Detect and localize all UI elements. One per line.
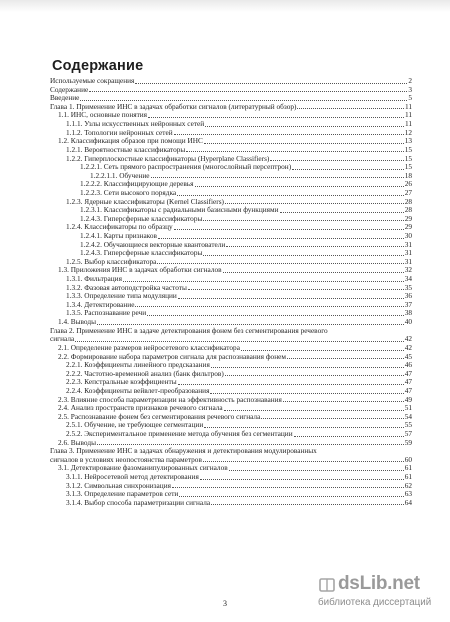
toc-entry-title: 1.2. Классификация образов при помощи ИНС [58,136,203,146]
toc-dot-leader [195,185,404,187]
toc-dot-leader [280,211,404,213]
toc-entry-title: 1.1.1. Узлы искусственных нейронных сетей [66,119,205,129]
book-icon [318,576,336,594]
toc-dot-leader [157,262,403,264]
toc-dot-leader [174,133,404,135]
toc-entry-title: 1.2.5. Выбор классификатора [66,256,157,266]
toc-entry-title: 2.2. Формирование набора параметров сигнала для распознавания фонем [58,351,286,361]
toc-entry-page: 31 [404,256,412,266]
toc-dot-leader [292,168,404,170]
toc-entry-title: 1.3.3. Определение типа модуляции [66,291,177,301]
toc-entry-page: 61 [404,472,412,482]
toc-dot-leader [89,90,407,92]
toc-entry-page: 29 [404,213,412,223]
toc-entry-title: Глава 2. Применение ИНС в задаче детектирования фонем без сегментирования речевого [50,325,328,335]
toc-dot-leader [151,176,404,178]
toc-entry-page: 3 [408,84,412,94]
toc-entry-page: 64 [404,497,412,507]
toc-dot-leader [297,107,404,109]
toc-entry-page: 36 [404,291,412,301]
toc-entry-page: 34 [404,274,412,284]
toc-dot-leader [287,357,404,359]
toc-entry-title: 1.2.4.3. Гиперсферные классификаторы [80,248,203,258]
toc-entry-page: 42 [404,342,412,352]
toc-entry-page: 26 [404,179,412,189]
toc-entry-title: сигнала [50,334,75,344]
toc-entry-title: 1.2.4.2. Обучающиеся векторные квантователи [80,239,226,249]
toc-dot-leader [225,374,404,376]
toc-entry-page: 42 [404,334,412,344]
toc-entry-title: 1.2.3.1. Классификаторы с радиальными базисными функциями [80,205,279,215]
toc-entry-title: 3.1.3. Определение параметров сети [66,489,179,499]
toc-entry[interactable] [50,309,412,318]
toc-entry-page: 13 [404,136,412,146]
toc-dot-leader [174,228,404,230]
toc-entry-title: 2.5. Распознавание фонем без сегментирования речевого сигнала [58,411,261,421]
toc-entry[interactable] [50,77,412,86]
toc-entry-page: 59 [404,437,412,447]
toc-entry-title: 1.3.2. Фазовая автоподстройка частоты [66,282,187,292]
toc-entry-page: 40 [404,317,412,327]
toc-entry-page: 57 [404,429,412,438]
toc-entry-page: 55 [404,420,412,430]
toc-entry-title: 1.3.1. Фильтрация [66,274,122,284]
toc-entry-title: 1.2.2.1. Сеть прямого распространения (многослойный персептрон) [80,162,292,172]
toc-entry-title: 2.2.4. Коэффициенты вейвлет-преобразования [66,385,210,395]
toc-entry-page: 45 [404,351,412,361]
toc-entry[interactable] [50,499,412,508]
toc-entry-page: 32 [404,265,412,275]
toc-entry-title: 2.1. Определение размеров нейросетевого классификатора [58,342,240,352]
toc-entry-page: 46 [404,360,412,370]
toc-entry[interactable] [50,327,412,336]
toc-dot-leader [177,194,404,196]
toc-entry-title: 3.1.4. Выбор способа параметризации сигнала [66,497,211,507]
toc-entry-page: 28 [404,205,412,215]
toc-entry-page: 51 [404,403,412,413]
toc-dot-leader [178,297,404,299]
toc-entry-page: 11 [404,119,412,129]
toc-entry-title: 1.2.4.1. Карты признаков [80,230,157,240]
toc-entry-title: 1.2.1. Вероятностные классификаторы [66,144,186,154]
toc-entry-title: 1.2.2.1.1. Обучение [90,170,150,180]
toc-dot-leader [204,142,404,144]
page-title: Содержание [52,58,144,74]
toc-entry-title: 2.5.2. Экспериментальное применение метода обучения без сегментации [66,429,293,438]
toc-entry[interactable] [50,430,412,439]
toc-entry-title: 1.4. Выводы [58,317,96,327]
toc-entry-page: 61 [404,463,412,473]
toc-dot-leader [224,409,404,411]
toc-dot-leader [270,159,403,161]
toc-entry-page: 2 [408,76,412,86]
toc-entry-title: 3.1. Детектирование фазоманипулированных сигналов [58,463,228,473]
toc-entry-title: 2.5.1. Обучение, не требующее сегментации [66,420,204,430]
toc-entry-page: 37 [404,299,412,309]
toc-entry-title: Глава 1. Применение ИНС в задачах обработки сигналов (литературный обзор) [50,101,297,111]
toc-entry-page: 63 [404,489,412,499]
toc-entry-page: 38 [404,308,412,318]
watermark-caption: библиотека диссертаций [318,597,432,608]
toc-entry-page: 49 [404,394,412,404]
toc-entry-title: Используемые сокращения [50,76,135,86]
toc-entry-title: 1.2.4.3. Гиперсферные классификаторы [80,213,203,223]
toc-entry-title: 1.1.2. Топологии нейронных сетей [66,127,173,137]
toc-dot-leader [261,417,403,419]
toc-dot-leader [172,486,404,488]
toc-dot-leader [211,366,404,368]
toc-entry-title: 1.1. ИНС, основные понятия [58,110,148,120]
page-number: 3 [223,599,227,608]
toc-entry-page: 11 [404,101,412,111]
toc-entry-title: 1.2.2.2. Классифицирующие деревья [80,179,194,189]
scan-top-edge [0,0,450,12]
toc-entry-title: Введение [50,93,80,103]
toc-entry-page: 30 [404,230,412,240]
toc-dot-leader [80,99,407,101]
toc-dot-leader [97,443,404,445]
toc-dot-leader [223,271,404,273]
toc-dot-leader [210,392,403,394]
toc-entry-page: 31 [404,248,412,258]
toc-entry-page: 35 [404,282,412,292]
toc-entry-page: 15 [404,162,412,172]
toc-dot-leader [147,314,404,316]
toc-entry-page: 60 [404,454,412,464]
toc-entry-title: 2.6. Выводы [58,437,96,447]
watermark [318,573,450,613]
watermark-logo: dsLib.net [338,573,420,594]
toc-dot-leader [135,305,403,307]
toc-entry-page: 28 [404,196,412,206]
toc-dot-leader [229,469,404,471]
toc-entry-title: 1.2.2.3. Сети высокого порядка [80,187,177,197]
toc-dot-leader [205,125,404,127]
toc-entry-title: 1.3.4. Детектирование [66,299,135,309]
toc-entry-title: 1.3. Приложения ИНС в задачах обработки сигналов [58,265,222,275]
toc-entry-title: 2.2.3. Кепстральные коэффициенты [66,377,177,387]
toc-entry-page: 5 [408,93,412,103]
toc-dot-leader [283,400,404,402]
toc-entry-title: 2.4. Анализ пространств признаков речевого сигнала [58,403,223,413]
toc-entry-page: 27 [404,187,412,197]
toc-entry-title: Содержание [50,84,89,94]
toc-dot-leader [178,383,404,385]
toc-entry-page: 15 [404,144,412,154]
toc-entry-title: 1.2.2. Гиперплоскостные классификаторы (Hyperplane Classifiers) [66,153,270,163]
toc-dot-leader [200,478,404,480]
toc-entry-title: 3.1.1. Нейросетевой метод детектирования [66,472,199,482]
toc-entry-title: 1.2.4. Классификаторы по образцу [66,222,173,232]
toc-dot-leader [186,150,403,152]
toc-dot-leader [148,116,404,118]
toc-entry-page: 62 [404,480,412,490]
toc-dot-leader [211,503,404,505]
toc-entry-title: Глава 3. Применение ИНС в задачах обнаружения и детектирования модулированных [50,446,317,456]
toc-dot-leader [75,340,403,342]
table-of-contents [50,77,412,507]
toc-dot-leader [203,219,403,221]
toc-dot-leader [203,254,403,256]
toc-entry-page: 29 [404,222,412,232]
toc-dot-leader [203,460,404,462]
toc-entry-title: 2.3. Влияние способа параметризации на эффективность распознавания [58,394,282,404]
toc-entry-title: 1.3.5. Распознавание речи [66,308,147,318]
toc-entry-title: 2.2.1. Коэффициенты линейного предсказания [66,360,210,370]
toc-dot-leader [226,245,403,247]
toc-entry-page: 11 [404,110,412,120]
toc-entry-page: 31 [404,239,412,249]
toc-dot-leader [241,349,404,351]
toc-entry-page: 47 [404,368,412,378]
toc-dot-leader [204,426,403,428]
toc-entry-title: 1.2.3. Ядерные классификаторы (Kernel Classifiers) [66,196,224,206]
toc-dot-leader [179,495,403,497]
toc-entry-page: 47 [404,385,412,395]
toc-dot-leader [158,237,404,239]
toc-entry-title: 3.1.2. Символьная синхронизация [66,480,171,490]
toc-entry-page: 18 [404,170,412,180]
toc-entry-page: 54 [404,411,412,421]
toc-dot-leader [123,280,404,282]
toc-entry[interactable] [50,86,412,95]
toc-dot-leader [225,202,404,204]
toc-entry-title: 2.2.2. Частотно-временной анализ (банк фильтров) [66,368,224,378]
toc-dot-leader [135,82,407,84]
toc-entry-page: 15 [404,153,412,163]
toc-entry-page: 12 [404,127,412,137]
toc-dot-leader [294,435,404,437]
toc-dot-leader [97,323,404,325]
toc-entry-title: сигналов в условиях неопостоянства параметров [50,454,202,464]
toc-entry-page: 47 [404,377,412,387]
toc-dot-leader [188,288,404,290]
